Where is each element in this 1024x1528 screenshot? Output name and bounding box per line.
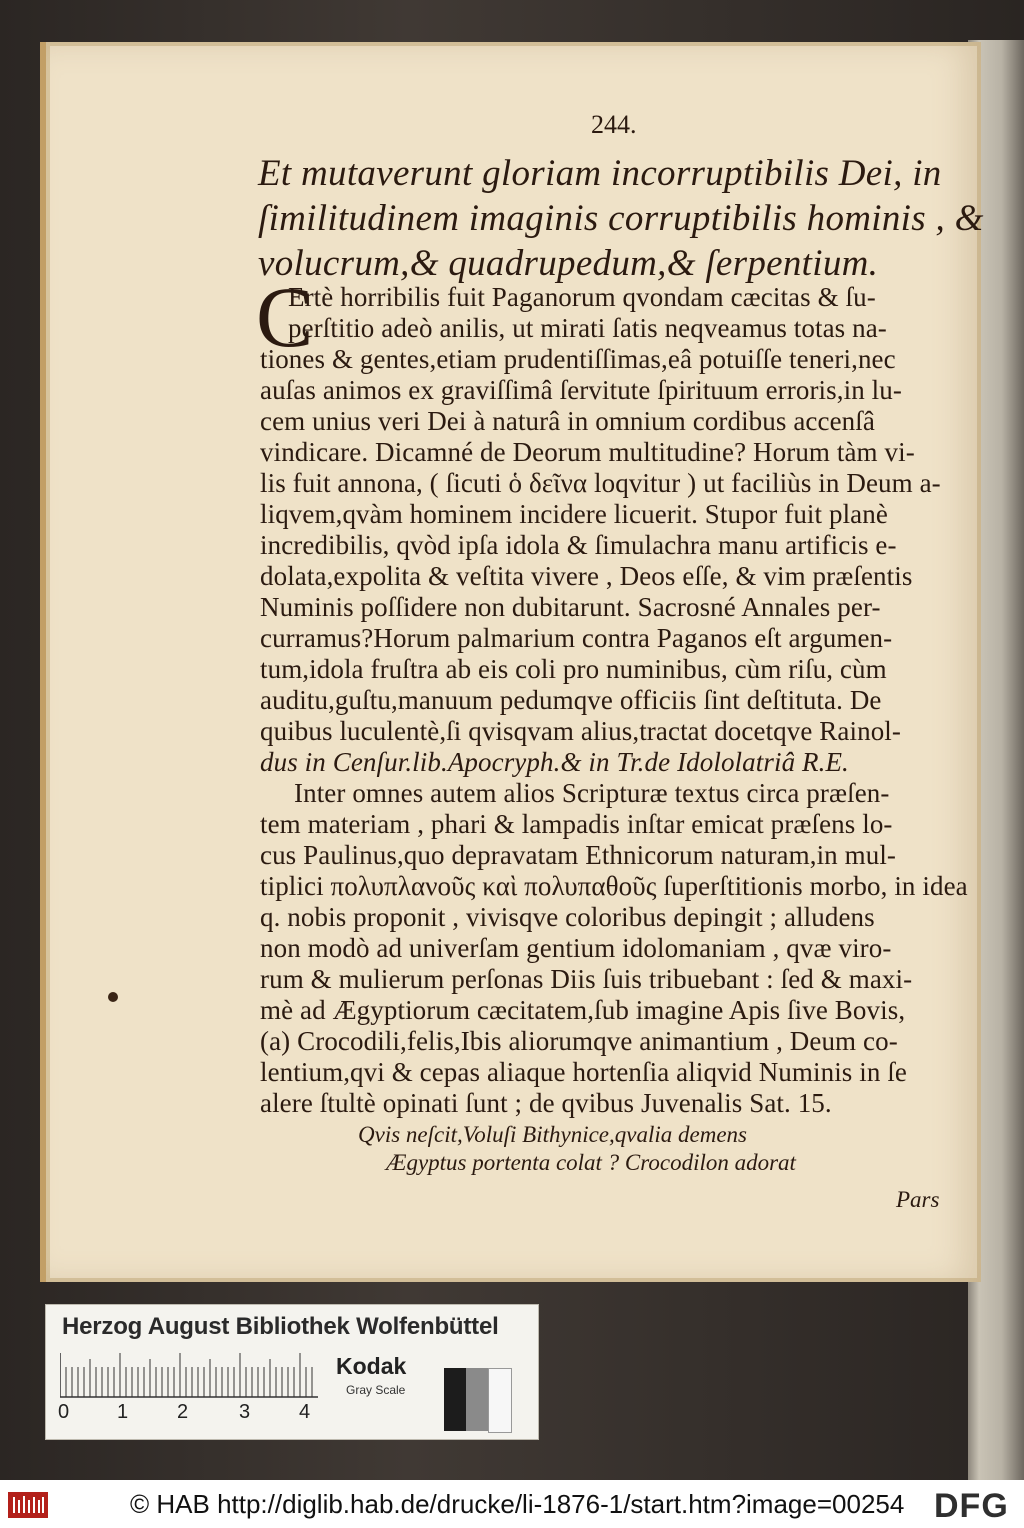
body-line: rum & mulierum perſonas Diis ſuis tribuebant : ſed & maxi-	[260, 964, 913, 994]
body-line: lentium,qvi & cepas aliaque hortenſia aliqvid Numinis in ſe	[260, 1057, 908, 1087]
body-line: auſas animos ex graviſſimâ ſervitute ſpirituum erroris,in lu-	[260, 375, 902, 405]
card-title: Herzog August Bibliothek Wolfenbüttel	[62, 1313, 499, 1340]
hab-logo-icon	[8, 1492, 48, 1518]
black-patch	[444, 1368, 466, 1431]
catchword: Pars	[896, 1187, 940, 1212]
drop-cap: C	[256, 269, 314, 365]
copyright-link[interactable]: © HAB http://diglib.hab.de/drucke/li-1876-1/start.htm?image=00254	[130, 1489, 905, 1519]
dfg-logo: DFG	[934, 1487, 1009, 1525]
scale-number: 3	[239, 1401, 251, 1423]
body-line: vindicare. Dicamné de Deorum multitudine? Horum tàm vi-	[260, 437, 915, 467]
body-line: dus in Cenſur.lib.Apocryph.& in Tr.de Idololatriâ R.E.	[260, 747, 849, 777]
heading-line: Et mutaverunt gloriam incorruptibilis Dei, in	[258, 153, 942, 194]
body-line: auditu,guſtu,manuum pedumqve officiis ſint deſtituta. De	[260, 685, 882, 715]
body-line: cus Paulinus,quo depravatam Ethnicorum naturam,in mul-	[260, 840, 897, 870]
body-line: (a) Crocodili,felis,Ibis aliorumqve animantium , Deum co-	[260, 1026, 898, 1056]
body-line: tiones & gentes,etiam prudentiſſimas,eâ potuiſſe teneri,nec	[260, 344, 896, 374]
scale-number: 2	[177, 1401, 189, 1423]
ink-blot	[108, 992, 118, 1002]
body-line: Inter omnes autem alios Scripturæ textus circa præſen-	[294, 778, 890, 808]
quote-line: Qvis neſcit,Voluſi Bithynice,qvalia demens	[358, 1122, 747, 1147]
body-line: perſtitio adeò anilis, ut mirati ſatis neqveamus totas na-	[288, 313, 887, 343]
body-line: tem materiam , phari & lampadis inſtar emicat præſens lo-	[260, 809, 893, 839]
body-line: dolata,expolita & veſtita vivere , Deos eſſe, & vim præſentis	[260, 561, 913, 591]
body-line: liqvem,qvàm hominem incidere licuerit. Stupor fuit planè	[260, 499, 888, 529]
body-line: quibus luculentè,ſi qvisqvam alius,tractat docetqve Rainol-	[260, 716, 901, 746]
body-line: curramus?Horum palmarium contra Paganos eſt argumen-	[260, 623, 893, 653]
scale-number: 4	[299, 1401, 311, 1423]
white-patch	[488, 1368, 512, 1433]
heading-line: ſimilitudinem imaginis corruptibilis hominis , &	[258, 198, 984, 239]
body-line: lis fuit annona, ( ſicuti ὁ δεῖνα loqvitur ) ut faciliùs in Deum a-	[260, 468, 941, 498]
color-reference-card	[45, 1304, 539, 1440]
quote-line: Ægyptus portenta colat ? Crocodilon adorat	[386, 1150, 796, 1175]
body-line: tiplici πολυπλανοῦς καὶ πολυπαθοῦς ſuperſtitionis morbo, in idea	[260, 871, 968, 901]
body-line: alere ſtultè opinati ſunt ; de qvibus Juvenalis Sat. 15.	[260, 1088, 832, 1118]
body-line: non modò ad univerſam gentium idolomaniam , qvæ viro-	[260, 933, 892, 963]
gray-patch	[466, 1368, 488, 1431]
scale-number: 0	[58, 1401, 70, 1423]
page-number: 244.	[591, 110, 637, 139]
heading-line: volucrum,& quadrupedum,& ſerpentium.	[258, 243, 879, 284]
scale-number: 1	[117, 1401, 129, 1423]
footer-bar	[0, 1480, 1024, 1528]
book-page	[40, 42, 984, 1282]
body-line: incredibilis, qvòd ipſa idola & ſimulachra manu artificis e-	[260, 530, 897, 560]
body-line: Numinis poſſidere non dubitarunt. Sacrosné Annales per-	[260, 592, 881, 622]
body-line: q. nobis proponit , vivisqve coloribus depingit ; alludens	[260, 902, 875, 932]
body-line: Ertè horribilis fuit Paganorum qvondam cæcitas & ſu-	[288, 282, 876, 312]
kodak-logo: Kodak	[336, 1353, 407, 1379]
gray-scale-label: Gray Scale	[346, 1383, 406, 1397]
body-line: tum,idola fruſtra ab eis coli pro numinibus, cùm riſu, cùm	[260, 654, 887, 684]
body-line: mè ad Ægyptiorum cæcitatem,ſub imagine Apis ſive Bovis,	[260, 995, 906, 1025]
ruler-scale	[60, 1353, 325, 1399]
body-line: cem unius veri Dei à naturâ in omnium cordibus accenſâ	[260, 406, 875, 436]
